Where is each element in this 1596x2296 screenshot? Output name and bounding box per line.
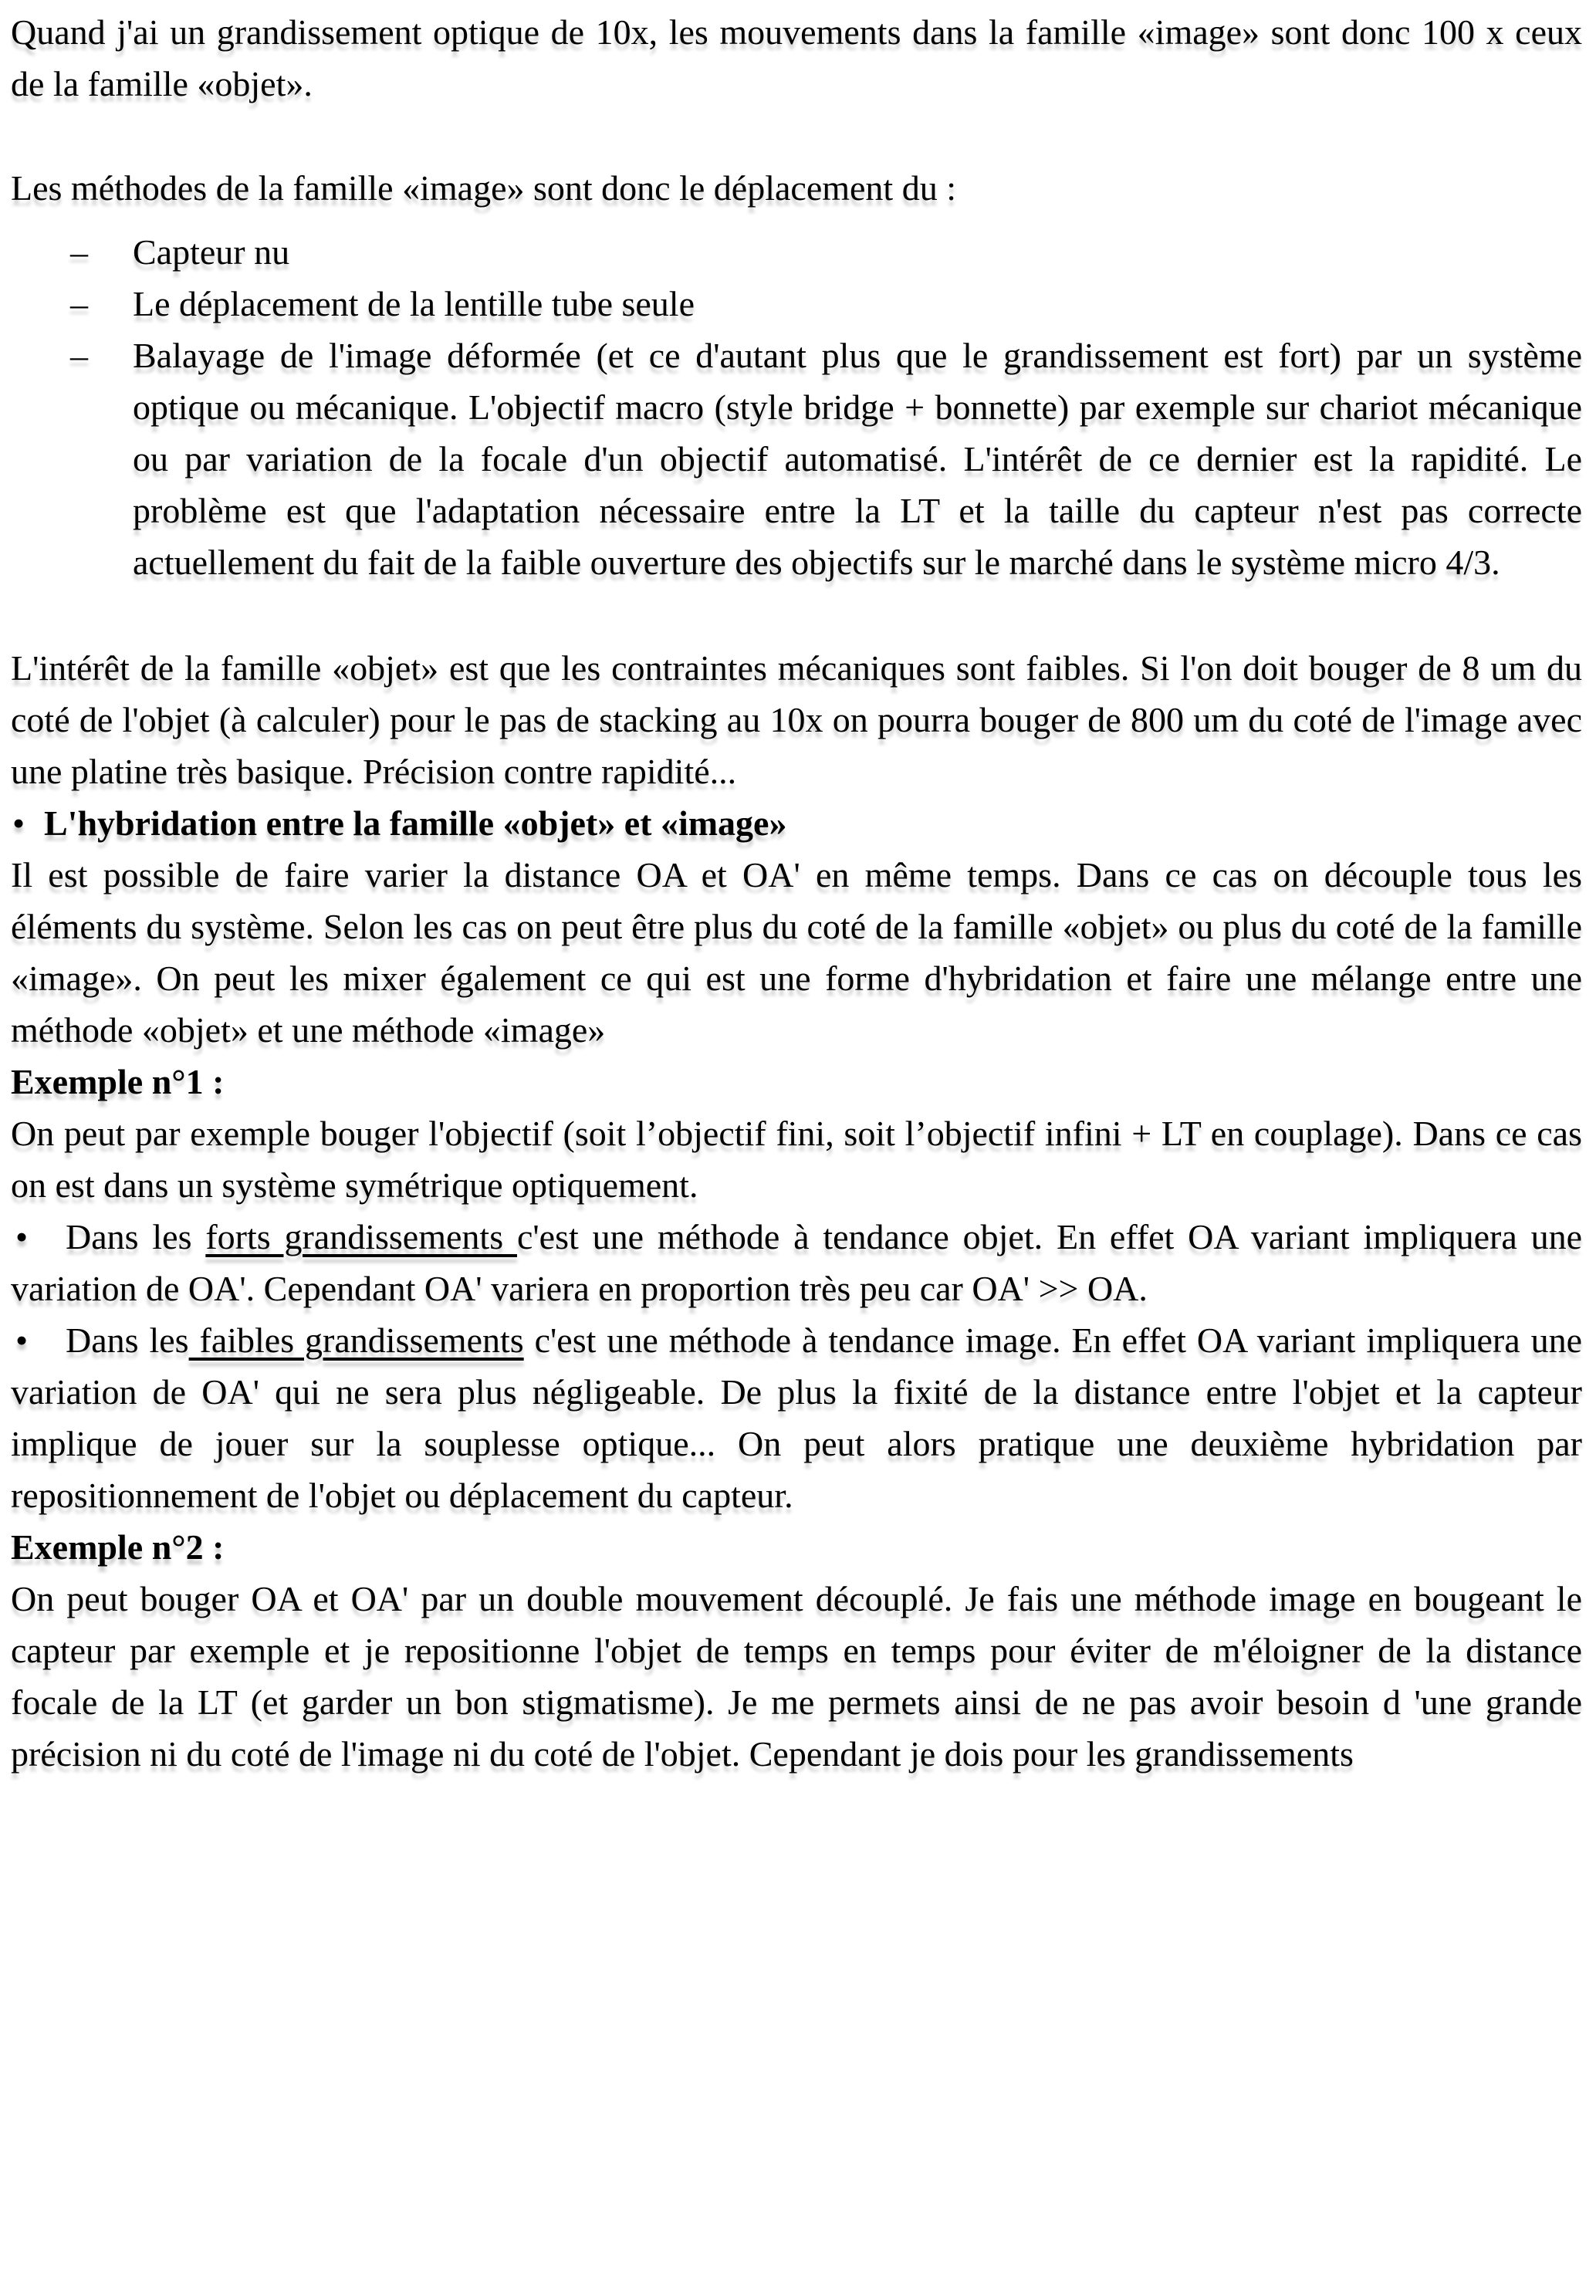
- paragraph-hybridation: Il est possible de faire varier la distance OA et OA' en même temps. Dans ce cas on découple tous les éléments du système. Selon les cas on peut être plus du coté de la famille «objet» ou plus du coté de la famille «image». On peut les mixer également ce qui est une forme d'hybridation et faire une mélange entre une méthode «objet» et une méthode «image»: [11, 855, 1582, 1050]
- paragraph-intro: Quand j'ai un grandissement optique de 10x, les mouvements dans la famille «image» sont donc 100 x ceux de la famille «objet».: [11, 12, 1582, 103]
- dash-bullet-icon: –: [70, 336, 88, 375]
- underlined-faibles-grandissements: faibles grandissements: [188, 1320, 524, 1360]
- underlined-forts-grandissements: forts grandissements: [205, 1217, 517, 1256]
- dash-list-item-balayage: [11, 330, 1582, 588]
- paragraph-exemple-2: On peut bouger OA et OA' par un double mouvement découplé. Je fais une méthode image en bougeant le capteur par exemple et je repositionne l'objet de temps en temps pour éviter de m'éloigner de la distance focale de la LT (et garder un bon stigmatisme). Je me permets ainsi de ne pas avoir besoin d 'une grande précision ni du coté de l'image ni du coté de l'objet. Cependant je dois pour les grandissements: [11, 1579, 1582, 1774]
- bullet-forts-grandissements: [11, 1211, 1582, 1314]
- bullet-text-prefix: Dans les: [66, 1217, 206, 1256]
- dash-list-item-text: Le déplacement de la lentille tube seule: [133, 284, 695, 323]
- heading-exemple-1: Exemple n°1 :: [11, 1062, 225, 1101]
- heading-hybridation: [11, 797, 1582, 849]
- bullet-text-suffix: c'est une méthode à tendance objet. En effet OA variant impliquera une variation de OA'. Cependant OA' variera en proportion très peu car OA' >> OA.: [11, 1217, 1583, 1308]
- bullet-text-suffix: c'est une méthode à tendance image. En effet OA variant impliquera une variation de OA' qui ne sera plus négligeable. De plus la fixité de la distance entre l'objet et la capteur implique de jouer sur la souplesse optique... On peut alors pratique une deuxième hybridation par repositionnement de l'objet ou déplacement du capteur.: [11, 1320, 1583, 1515]
- bullet-icon: •: [12, 803, 25, 843]
- heading-hybridation-text: L'hybridation entre la famille «objet» et «image»: [44, 803, 787, 843]
- paragraph-exemple-1: On peut par exemple bouger l'objectif (soit l’objectif fini, soit l’objectif infini + LT en couplage). Dans ce cas on est dans un système symétrique optiquement.: [11, 1114, 1582, 1205]
- dash-list-item-capteur: [11, 226, 1582, 278]
- dash-bullet-icon: –: [70, 284, 88, 323]
- paragraph-interet-objet: L'intérêt de la famille «objet» est que les contraintes mécaniques sont faibles. Si l'on doit bouger de 8 um du coté de l'objet (à calculer) pour le pas de stacking au 10x on pourra bouger de 800 um du coté de l'image avec une platine très basique. Précision contre rapidité...: [11, 648, 1582, 791]
- dash-list: [11, 226, 1582, 588]
- dash-list-item-text: Capteur nu: [133, 232, 290, 272]
- dash-list-item-text: Balayage de l'image déformée (et ce d'autant plus que le grandissement est fort) par un système optique ou mécanique. L'objectif macro (style bridge + bonnette) par exemple sur chariot mécanique ou par variation de la focale d'un objectif automatisé. L'intérêt de ce dernier est la rapidité. Le problème est que l'adaptation nécessaire entre la LT et la taille du capteur n'est pas correcte actuellement du fait de la faible ouverture des objectifs sur le marché dans le système micro 4/3.: [133, 336, 1582, 582]
- paragraph-methods-lead: Les méthodes de la famille «image» sont donc le déplacement du :: [11, 168, 956, 208]
- bullet-text-prefix: Dans les: [66, 1320, 189, 1360]
- bullet-icon: •: [15, 1320, 29, 1360]
- bullet-faibles-grandissements: [11, 1314, 1582, 1521]
- dash-list-item-lentille: [11, 278, 1582, 330]
- bullet-icon: •: [15, 1217, 29, 1256]
- dash-bullet-icon: –: [70, 232, 88, 272]
- heading-exemple-2: Exemple n°2 :: [11, 1527, 225, 1567]
